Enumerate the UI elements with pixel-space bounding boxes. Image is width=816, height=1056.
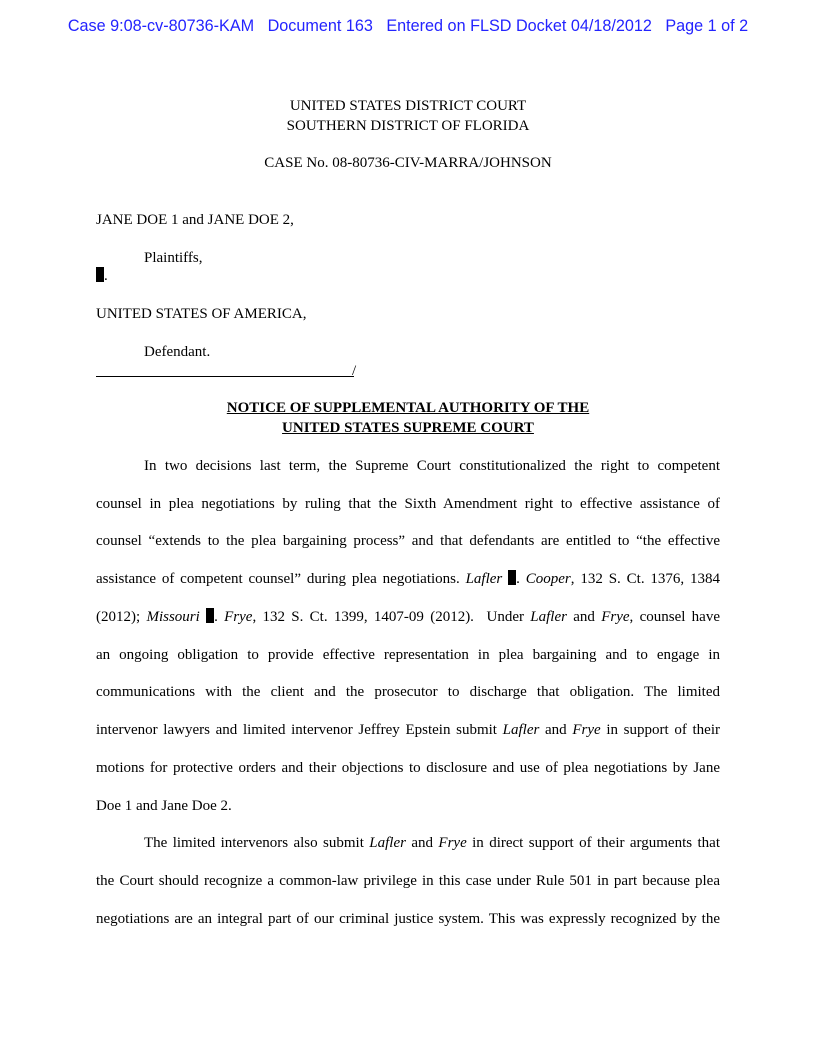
body-line: an ongoing obligation to provide effective representation in plea bargaining and to engage in [96,647,720,663]
case-citation: Lafler [530,609,567,625]
body-line: counsel “extends to the plea bargaining process” and that defendants are entitled to “the effective [96,533,720,549]
case-citation: Lafler [502,722,540,738]
docket-header-stamp: Case 9:08-cv-80736-KAM Document 163 Entered on FLSD Docket 04/18/2012 Page 1 of 2 [67,17,749,35]
notice-title-line1: NOTICE OF SUPPLEMENTAL AUTHORITY OF THE [226,400,590,416]
body-line: In two decisions last term, the Supreme Court constitutionalized the right to competent [144,458,720,474]
defendant-name: UNITED STATES OF AMERICA, [96,306,307,322]
court-district: SOUTHERN DISTRICT OF FLORIDA [286,118,530,134]
case-citation: Frye [438,835,467,851]
case-citation: Cooper [525,571,571,587]
body-line: counsel in plea negotiations by ruling that the Sixth Amendment right to effective assistance of [96,496,720,512]
notice-title-line2: UNITED STATES SUPREME COURT [282,420,534,436]
plaintiffs-label: Plaintiffs, [144,250,203,266]
case-citation: Lafler [369,835,406,851]
body-line: negotiations are an integral part of our criminal justice system. This was expressly recognized by the [96,911,720,927]
case-citation: Frye [224,609,253,625]
case-citation: Frye [601,609,630,625]
caption-slash: / [352,363,357,379]
body-line: The limited intervenors also submit Lafler and Frye in direct support of their arguments that [144,835,720,851]
body-line: (2012); Missouri . Frye, 132 S. Ct. 1399, 1407-09 (2012). Under Lafler and Frye, counsel have [96,609,720,625]
case-number: CASE No. 08-80736-CIV-MARRA/JOHNSON [264,155,552,171]
body-line: communications with the client and the prosecutor to discharge that obligation. The limited [96,684,720,700]
case-citation: Lafler [465,571,503,587]
case-citation: Frye [572,722,601,738]
redaction-box [206,608,214,623]
caption-rule [96,376,354,377]
versus-line [96,266,108,286]
redaction-box [96,267,104,282]
case-citation: Missouri [146,609,200,625]
body-line: Doe 1 and Jane Doe 2. [96,798,232,814]
body-line: the Court should recognize a common-law privilege in this case under Rule 501 in part because plea [96,873,720,889]
body-line: motions for protective orders and their objections to disclosure and use of plea negotiations by Jane [96,760,720,776]
court-name: UNITED STATES DISTRICT COURT [289,98,527,114]
redaction-box [508,570,516,585]
defendant-label: Defendant. [144,344,211,360]
body-line: intervenor lawyers and limited intervenor Jeffrey Epstein submit Lafler and Frye in support of their [96,722,720,738]
versus-suffix: . [104,268,108,284]
plaintiffs-names: JANE DOE 1 and JANE DOE 2, [96,212,294,228]
body-line: assistance of competent counsel” during plea negotiations. Lafler . Cooper, 132 S. Ct. 1376, 1384 [96,571,721,587]
